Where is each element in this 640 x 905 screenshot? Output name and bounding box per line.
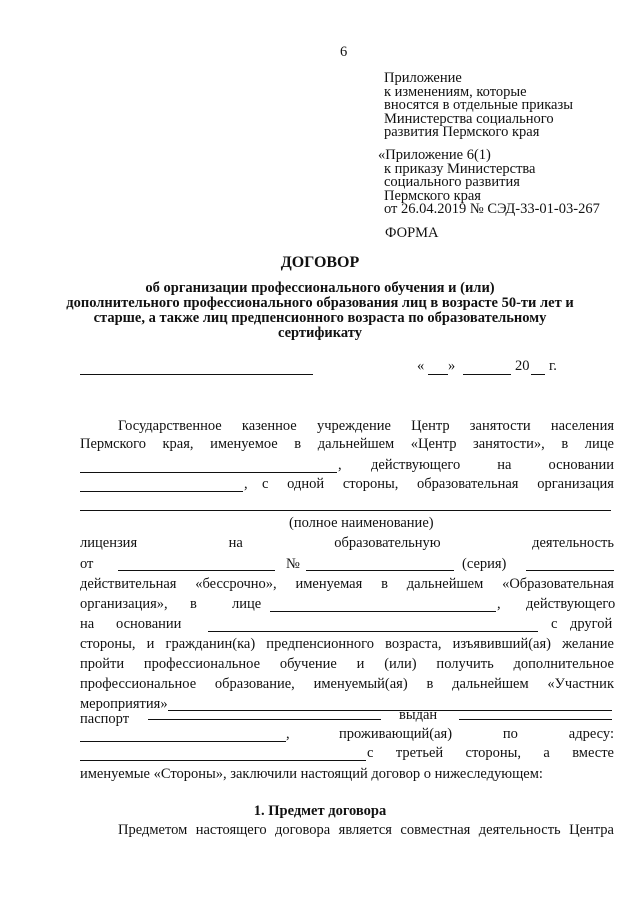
sides-line: стороны, и гражданин(ка) предпенсионного возраста, изъявивший(ая) желание bbox=[80, 636, 614, 652]
passport-label: паспорт bbox=[80, 711, 130, 727]
word: одной bbox=[287, 476, 325, 492]
passport-number-blank bbox=[148, 719, 381, 720]
license-date-blank bbox=[118, 570, 275, 571]
date-close-quote: » bbox=[448, 358, 456, 374]
word: лицензия bbox=[80, 535, 138, 551]
word: стороны, bbox=[342, 476, 399, 492]
comma: , bbox=[497, 596, 501, 612]
word: в bbox=[190, 596, 197, 612]
word: в bbox=[561, 436, 569, 452]
basis-blank-line bbox=[80, 491, 243, 492]
word: проживающий(ая) bbox=[339, 726, 453, 742]
appendix-main-line: развития Пермского края bbox=[384, 124, 540, 140]
body-line-1 bbox=[118, 418, 614, 434]
comma: , bbox=[338, 457, 342, 473]
word: на bbox=[228, 535, 243, 551]
word: «Образовательная bbox=[502, 576, 614, 592]
document-title: ДОГОВОР bbox=[280, 254, 360, 271]
word: населения bbox=[550, 418, 614, 434]
appendix-main-line: к изменениям, которые bbox=[384, 83, 527, 100]
body-line-2 bbox=[80, 436, 614, 452]
word: края, bbox=[162, 436, 194, 452]
series-label: (серия) bbox=[462, 556, 507, 572]
issued-date-blank bbox=[80, 741, 286, 742]
subtitle-line: старше, а также лиц предпенсионного возраста по образовательному bbox=[93, 310, 547, 326]
word: действующего bbox=[526, 596, 616, 612]
word: действующего bbox=[371, 457, 461, 473]
section-1-title: 1. Предмет договора bbox=[253, 803, 387, 819]
word: деятельность bbox=[532, 535, 614, 551]
full-name-caption: (полное наименование) bbox=[289, 515, 434, 531]
year-prefix: 20 bbox=[515, 358, 530, 374]
word: именуемая bbox=[295, 576, 363, 592]
word: стороны, bbox=[465, 745, 522, 761]
word: образовательную bbox=[334, 535, 441, 551]
body-line-4 bbox=[262, 476, 614, 492]
word: Пермского bbox=[80, 436, 146, 452]
representative-blank-line bbox=[80, 472, 337, 473]
living-line bbox=[339, 726, 614, 742]
org-name-blank-line bbox=[80, 510, 611, 511]
form-label: ФОРМА bbox=[385, 225, 439, 241]
issued-label: выдан bbox=[399, 707, 438, 723]
place-blank-line bbox=[80, 374, 313, 375]
year-blank-line bbox=[531, 374, 545, 375]
word: «бессрочно», bbox=[195, 576, 277, 592]
org-basis-blank bbox=[208, 631, 538, 632]
word: занятости», bbox=[473, 436, 545, 452]
appendix-main-line: вносятся в отдельные приказы bbox=[384, 97, 573, 113]
third-side-line bbox=[367, 745, 614, 761]
valid-line bbox=[80, 576, 614, 592]
word: лице bbox=[232, 596, 262, 612]
license-line bbox=[80, 535, 614, 551]
document-subtitle bbox=[0, 281, 640, 341]
word: адресу: bbox=[568, 726, 614, 742]
word: дальнейшем bbox=[406, 576, 484, 592]
word: организация», bbox=[80, 596, 168, 612]
appendix-form-line: «Приложение 6(1) bbox=[378, 147, 491, 163]
word: с bbox=[551, 616, 558, 632]
year-suffix: г. bbox=[549, 358, 557, 374]
word: с bbox=[367, 745, 374, 761]
appendix-form-line: к приказу Министерства bbox=[384, 160, 536, 177]
word: казенное bbox=[241, 418, 297, 434]
word: вместе bbox=[572, 745, 614, 761]
word: на bbox=[497, 457, 512, 473]
word: третьей bbox=[395, 745, 444, 761]
word: учреждение bbox=[316, 418, 391, 434]
day-blank-line bbox=[428, 374, 448, 375]
appendix-form-line: социального развития bbox=[384, 174, 520, 190]
appendix-form-line: от 26.04.2019 № СЭД-33-01-03-267 bbox=[384, 201, 600, 217]
body-line-3 bbox=[371, 457, 614, 473]
appendix-main-line: Приложение bbox=[384, 70, 462, 86]
word: Государственное bbox=[118, 418, 222, 434]
appendix-main-block bbox=[384, 72, 573, 140]
address-blank bbox=[80, 760, 366, 761]
word: организация bbox=[537, 476, 614, 492]
prof-line: профессиональное образование, именуемый(ая) в дальнейшем «Участник bbox=[80, 676, 614, 692]
page-number: 6 bbox=[340, 44, 348, 60]
appendix-form-line: Пермского края bbox=[384, 187, 481, 204]
word: именуемое bbox=[210, 436, 278, 452]
final-line: именуемые «Стороны», заключили настоящий договор о нижеследующем: bbox=[80, 766, 543, 782]
event-line: мероприятия» bbox=[80, 696, 168, 712]
subtitle-line: дополнительного профессионального образования лиц в возрасте 50-ти лет и bbox=[66, 295, 574, 311]
participant-name-blank bbox=[168, 710, 612, 711]
subtitle-line: сертификату bbox=[278, 325, 362, 341]
word: с bbox=[262, 476, 269, 492]
month-blank-line bbox=[463, 374, 511, 375]
word: на bbox=[80, 616, 95, 632]
pass-line: пройти профессиональное обучение и (или) получить дополнительное bbox=[80, 656, 614, 672]
license-series-blank bbox=[526, 570, 614, 571]
comma: , bbox=[244, 476, 248, 492]
from-label: от bbox=[80, 556, 94, 572]
appendix-main-line: Министерства социального bbox=[384, 110, 554, 127]
word: дальнейшем bbox=[317, 436, 395, 452]
appendix-form-block bbox=[378, 149, 600, 217]
word: Центр bbox=[411, 418, 450, 434]
issued-by-blank bbox=[459, 719, 612, 720]
word: основании bbox=[116, 616, 182, 632]
number-sign: № bbox=[286, 556, 300, 572]
word: «Центр bbox=[410, 436, 457, 452]
word: в bbox=[381, 576, 388, 592]
word: а bbox=[543, 745, 550, 761]
word: занятости bbox=[469, 418, 531, 434]
section-1-text: Предметом настоящего договора является совместная деятельность Центра bbox=[118, 822, 614, 838]
word: основании bbox=[548, 457, 614, 473]
word: лице bbox=[584, 436, 614, 452]
word: в bbox=[294, 436, 302, 452]
subtitle-line: об организации профессионального обучения и (или) bbox=[145, 280, 495, 296]
license-number-blank bbox=[306, 570, 454, 571]
date-open-quote: « bbox=[417, 358, 425, 374]
org-representative-blank bbox=[270, 611, 496, 612]
word: действительная bbox=[80, 576, 177, 592]
comma: , bbox=[286, 726, 290, 742]
word: другой bbox=[570, 616, 613, 632]
word: по bbox=[502, 726, 518, 742]
word: образовательная bbox=[417, 476, 519, 492]
